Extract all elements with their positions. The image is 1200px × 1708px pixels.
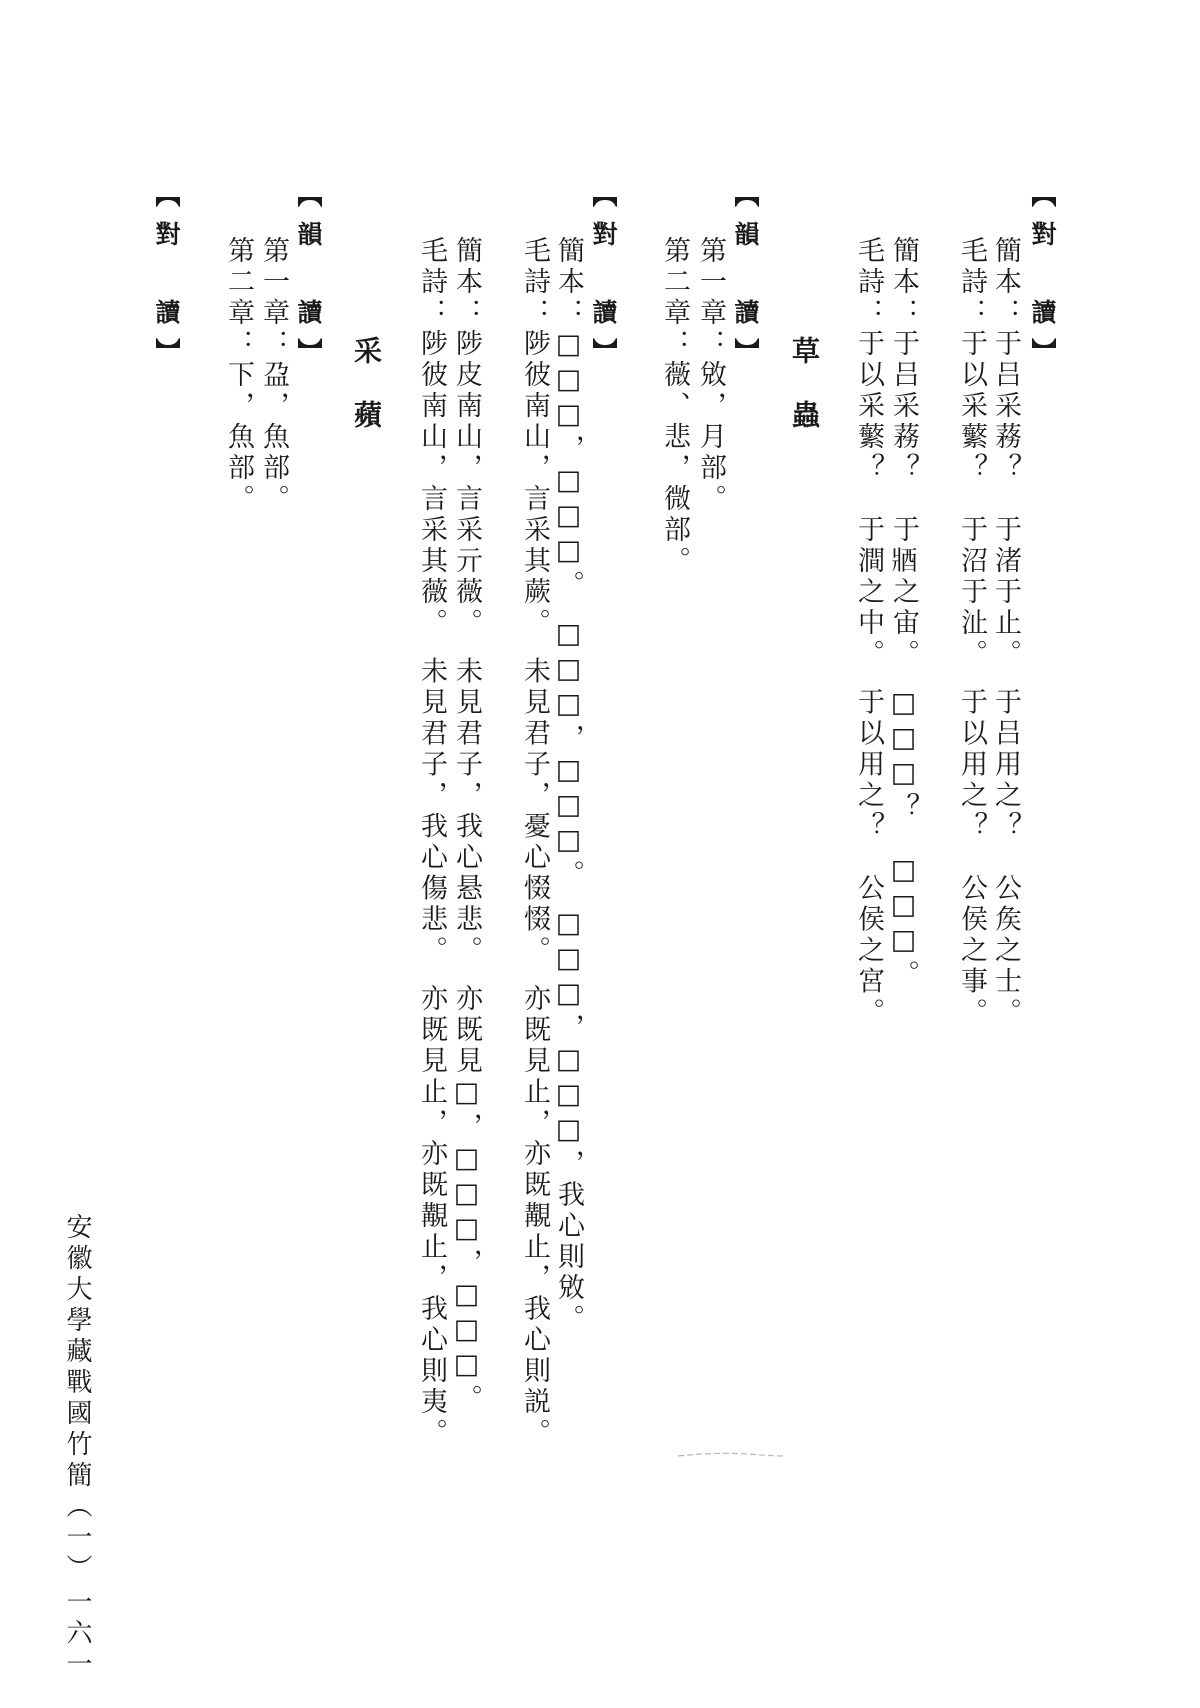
scan-smudge [676, 1452, 786, 1458]
page-number: 一六一 [62, 1588, 92, 1681]
section-heading: 【對 讀】 [589, 182, 618, 377]
text-line: 第一章：盁，魚部。 [258, 236, 289, 515]
text-line: 毛詩：陟彼南山，言采其薇。 未見君子，我心傷悲。 亦既見止，亦既覯止，我心則夷。 [416, 236, 447, 1449]
text-line: 簡本：于吕采蓩？ 于渚于止。 于吕用之？ 公矦之士。 [990, 236, 1021, 1029]
text-line: 簡本：陟皮南山，言采亓薇。 未見君子，我心悬悲。 亦既見□，□□□，□□□。 [451, 236, 482, 1415]
section-heading: 【韻 讀】 [294, 182, 323, 377]
book-title: 安徽大學藏戰國竹簡（一） [62, 1213, 92, 1585]
poem-title: 草蟲 [788, 336, 821, 464]
text-line: 簡本：于吕采蓩？ 于𨟻之宙。 □□□？ □□□。 [888, 236, 919, 991]
text-line: 簡本：□□□，□□□。 □□□，□□□。 □□□，□□□，我心則敓。 [553, 236, 584, 1335]
text-line: 第二章：下，魚部。 [223, 236, 254, 515]
text-line: 毛詩：陟彼南山，言采其蕨。 未見君子，憂心惙惙。 亦既見止，亦既覯止，我心則説。 [519, 236, 550, 1449]
text-line: 第一章：敓，月部。 [695, 236, 726, 515]
section-heading: 【韻 讀】 [731, 182, 760, 377]
section-heading: 【對 讀】 [1028, 182, 1057, 377]
poem-title: 采蘋 [350, 336, 383, 464]
text-line: 毛詩：于以采蘩？ 于澗之中。 于以用之？ 公侯之宮。 [853, 236, 884, 1029]
text-line: 毛詩：于以采蘩？ 于沼于沚。 于以用之？ 公侯之事。 [956, 236, 987, 1029]
text-line: 第二章：薇、悲，微部。 [659, 236, 690, 577]
section-heading: 【對 讀】 [152, 182, 181, 377]
